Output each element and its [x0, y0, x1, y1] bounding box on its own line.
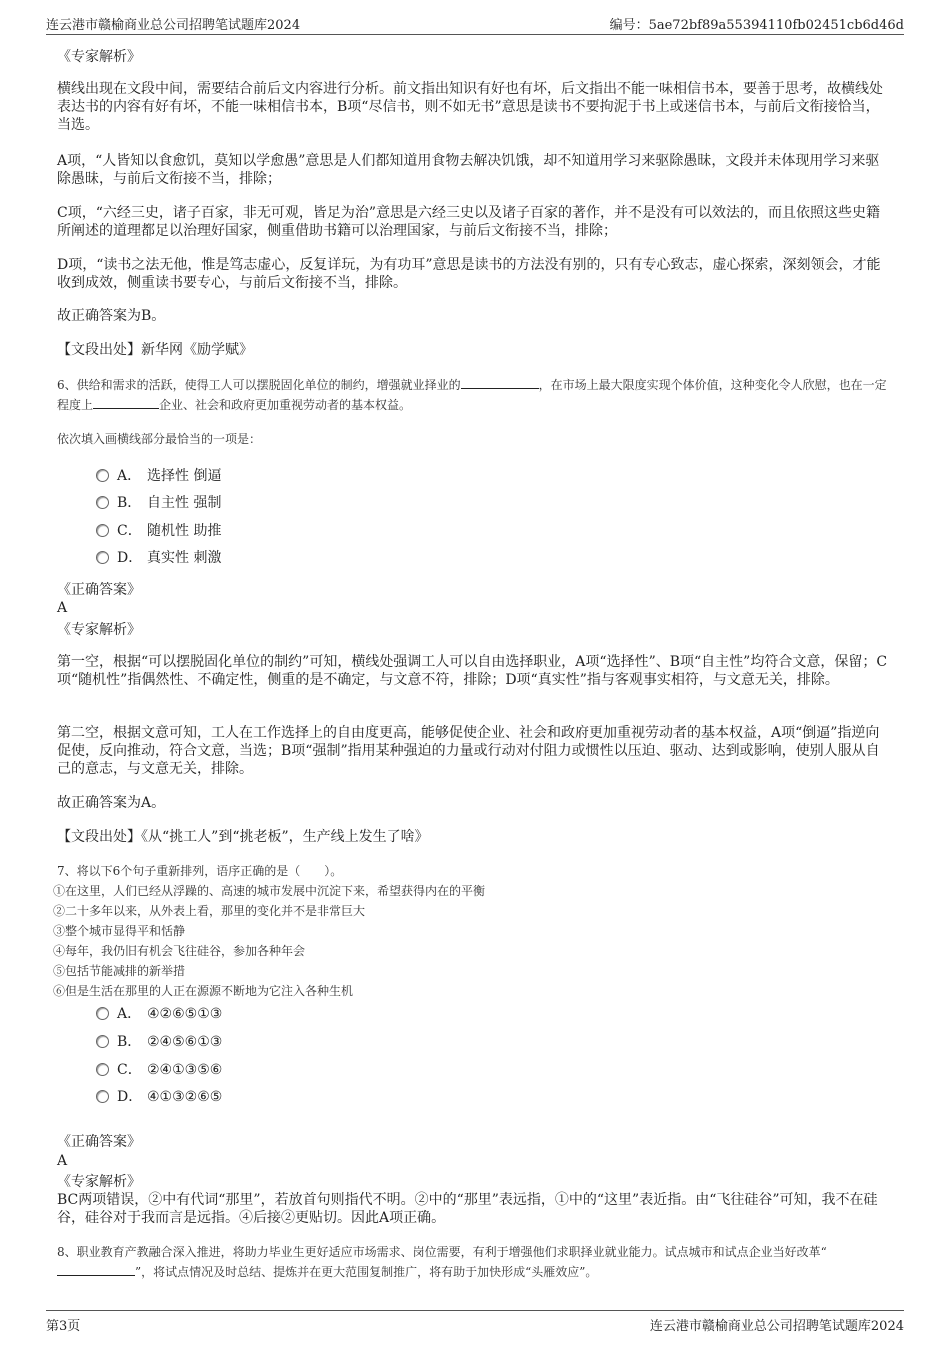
q8-blank-1: [57, 1263, 135, 1276]
q5-analysis-p1: 横线出现在文段中间，需要结合前后文内容进行分析。前文指出知识有好也有坏，后文指出不能一味相信书本，要善于思考，故横线处表达书的内容有好有坏，不能一味相信书本，B项“尽信书，则不如无书”意思是读书不要拘泥于书上或迷信书本，与前后文衔接恰当，当选。: [57, 81, 883, 133]
q6-option-c-text: 随机性 助推: [147, 523, 222, 539]
radio-icon[interactable]: [96, 1090, 109, 1103]
q7-sentence-4: ④每年，我仍旧有机会飞往硅谷，参加各种年会: [53, 944, 306, 958]
radio-icon[interactable]: [96, 1035, 109, 1048]
q7-option-d[interactable]: D． ④①③②⑥⑤: [96, 1087, 222, 1107]
q6-prompt: 依次填入画横线部分最恰当的一项是：: [57, 432, 262, 446]
q7-option-b-text: ②④⑤⑥①③: [147, 1034, 223, 1050]
q7-sentence-3: ③整个城市显得平和恬静: [53, 924, 186, 938]
q5-analysis-p2: A项，“人皆知以食愈饥，莫知以学愈愚”意思是人们都知道用食物去解决饥饿，却不知道用学习来驱除愚昧，文段并未体现用学习来驱除愚昧，与前后文衔接不当，排除；: [57, 153, 880, 187]
q8-stem-part-b: ”，将试点情况及时总结、提炼并在更大范围复制推广，将有助于加快形成“头雁效应”。: [135, 1265, 598, 1279]
q7-sentence-5: ⑤包括节能减排的新举措: [53, 964, 186, 978]
q7-answer: A: [57, 1153, 68, 1169]
q7-option-c-text: ②④①③⑤⑥: [147, 1062, 223, 1078]
q5-conclusion: 故正确答案为B。: [57, 308, 166, 324]
q6-conclusion: 故正确答案为A。: [57, 795, 166, 811]
q6-answer: A: [57, 600, 68, 616]
q6-stem-part-c: 企业、社会和政府更加重视劳动者的基本权益。: [159, 398, 412, 412]
q6-analysis-p1: 第一空，根据“可以摆脱固化单位的制约”可知，横线处强调工人可以自由选择职业，A项“选择性”、B项“自主性”均符合文意，保留；C项“随机性”指偶然性、不确定性，侧重的是不确定，与文意不符，排除；D项“真实性”指与客观事实相符，与文意无关，排除。: [57, 654, 888, 688]
header-doc-id: 编号：5ae72bf89a55394110fb02451cb6d46d: [609, 18, 904, 33]
footer-page-number: 第3页: [46, 1319, 81, 1334]
page-header: [46, 10, 904, 35]
q6-option-a-text: 选择性 倒逼: [147, 468, 222, 484]
q7-sentence-6: ⑥但是生活在那里的人正在源源不断地为它注入各种生机: [53, 984, 354, 998]
q6-option-b-text: 自主性 强制: [147, 495, 222, 511]
q8-stem-part-a: 8、职业教育产教融合深入推进，将助力毕业生更好适应市场需求、岗位需要，有利于增强他们求职择业就业能力。试点城市和试点企业当好改革“: [57, 1245, 827, 1259]
q6-option-b[interactable]: B． 自主性 强制: [96, 493, 221, 513]
radio-icon[interactable]: [96, 551, 109, 564]
q7-sentence-1: ①在这里，人们已经从浮躁的、高速的城市发展中沉淀下来，希望获得内在的平衡: [53, 884, 486, 898]
q7-option-b[interactable]: B． ②④⑤⑥①③: [96, 1032, 222, 1052]
q6-option-d[interactable]: D． 真实性 刺激: [96, 548, 221, 568]
radio-icon[interactable]: [96, 1063, 109, 1076]
radio-icon[interactable]: [96, 469, 109, 482]
q8-stem: [57, 1242, 893, 1282]
q6-option-a[interactable]: A． 选择性 倒逼: [96, 466, 221, 486]
q6-stem: [57, 375, 893, 415]
q7-option-a[interactable]: A． ④②⑥⑤①③: [96, 1004, 222, 1024]
radio-icon[interactable]: [96, 1007, 109, 1020]
q6-expert-title: 《专家解析》: [57, 622, 141, 638]
q6-answer-title: 《正确答案》: [57, 582, 141, 598]
q7-expert-title: 《专家解析》: [57, 1174, 141, 1190]
footer-title: 连云港市赣榆商业总公司招聘笔试题库2024: [649, 1319, 904, 1334]
q7-option-c[interactable]: C． ②④①③⑤⑥: [96, 1060, 222, 1080]
radio-icon[interactable]: [96, 524, 109, 537]
q6-option-d-text: 真实性 刺激: [147, 550, 222, 566]
q6-blank-2: [93, 396, 159, 409]
q6-stem-part-a: 6、供给和需求的活跃，使得工人可以摆脱固化单位的制约，增强就业择业的: [57, 378, 461, 392]
q7-stem: 7、将以下6个句子重新排列，语序正确的是（ ）。: [57, 864, 343, 878]
q7-analysis: BC两项错误，②中有代词“那里”，若放首句则指代不明。②中的“那里”表远指，①中的“这里”表近指。由“飞往硅谷”可知，我不在硅谷，硅谷对于我而言是远指。④后接②更贴切。因此A项正确。: [57, 1192, 878, 1226]
radio-icon[interactable]: [96, 496, 109, 509]
q6-analysis-p2: 第二空，根据文意可知，工人在工作选择上的自由度更高，能够促使企业、社会和政府更加重视劳动者的基本权益，A项“倒逼”指逆向促使，反向推动，符合文意，当选；B项“强制”指用某种强迫的力量或行动对付阻力或惯性以压迫、驱动、达到或影响，使别人服从自己的意志，与文意无关，排除。: [57, 725, 880, 777]
q5-source: 【文段出处】新华网《励学赋》: [57, 342, 253, 358]
page-footer: [46, 1310, 904, 1335]
q5-analysis-p4: D项，“读书之法无他，惟是笃志虚心，反复详玩，为有功耳”意思是读书的方法没有别的，只有专心致志，虚心探索，深刻领会，才能收到成效，侧重读书要专心，与前后文衔接不当，排除。: [57, 257, 881, 291]
q5-analysis-p3: C项，“六经三史，诸子百家，非无可观，皆足为治”意思是六经三史以及诸子百家的著作，并不是没有可以效法的，而且依照这些史籍所阐述的道理都足以治理好国家，侧重借助书籍可以治理国家，与前后文衔接不当，排除；: [57, 205, 881, 239]
q7-answer-title: 《正确答案》: [57, 1134, 141, 1150]
q6-option-c[interactable]: C． 随机性 助推: [96, 521, 221, 541]
q6-stem-part-b: ，在市场上最大限度实现个体价值，这种变化令人欣慰，也在一定程度上: [57, 378, 887, 412]
header-title: 连云港市赣榆商业总公司招聘笔试题库2024: [46, 18, 301, 33]
q7-sentence-2: ②二十多年以来，从外表上看，那里的变化并不是非常巨大: [53, 904, 366, 918]
q7-option-d-text: ④①③②⑥⑤: [147, 1089, 223, 1105]
q5-expert-title: 《专家解析》: [57, 49, 141, 65]
q6-blank-1: [461, 376, 539, 389]
q7-option-a-text: ④②⑥⑤①③: [147, 1006, 223, 1022]
q6-source: 【文段出处】《从“挑工人”到“挑老板”，生产线上发生了啥》: [57, 829, 429, 845]
